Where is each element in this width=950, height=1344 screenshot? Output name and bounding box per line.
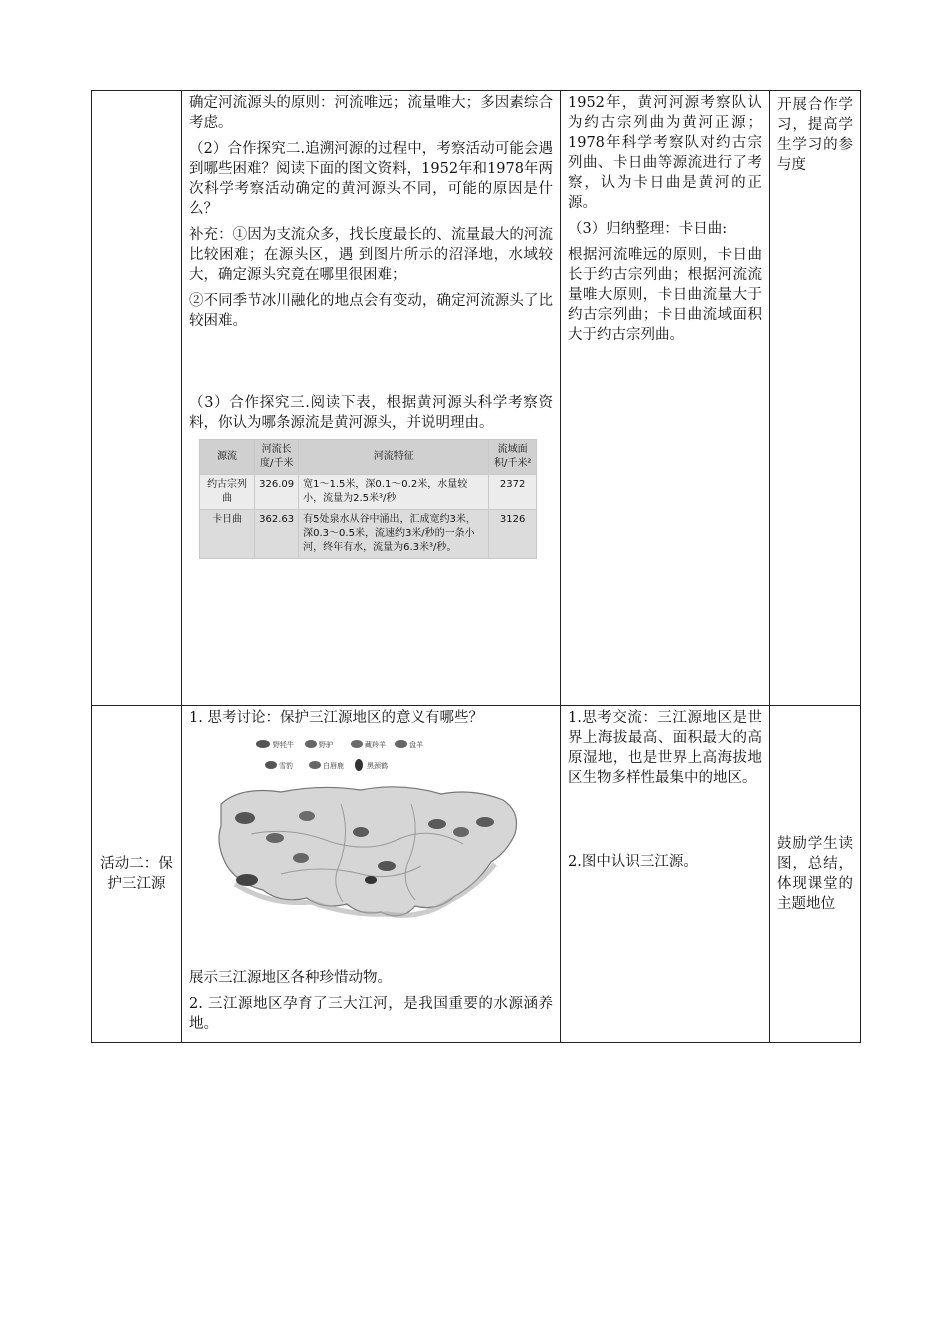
cell-features: 有5处泉水从谷中涌出，汇成宽约3米，深0.3～0.5米，流速约3米/秒的一条小河，终年有水，流量为6.3米³/秒。 (299, 510, 489, 559)
legend-label: 野牦牛 (273, 741, 294, 749)
cell-features: 宽1～1.5米，深0.1～0.2米，水量较小，流量为2.5米³/秒 (299, 475, 489, 510)
animal-icon (293, 853, 309, 863)
legend-label: 黑颈鹤 (367, 762, 388, 770)
source-table-header (200, 440, 537, 475)
exchange-text: 1.思考交流：三江源地区是世界上海拔最高、面积最大的高原湿地，也是世界上高海拔地区生物多样性最集中的地区。 (568, 710, 762, 786)
source-data-table (199, 439, 537, 559)
teacher-activity-cell (182, 91, 561, 706)
map-reading-text: 2.图中认识三江源。 (568, 854, 698, 870)
header-features: 河流特征 (299, 440, 489, 475)
supplement-text-2: ②不同季节冰川融化的地点会有变动，确定河流源头了比较困难。 (189, 293, 553, 329)
legend-label: 雪豹 (279, 762, 293, 770)
header-area: 流域面积/千米² (489, 440, 537, 475)
cell-area: 3126 (489, 510, 537, 559)
rivers-text: 2. 三江源地区孕育了三大江河，是我国重要的水源涵养地。 (189, 996, 553, 1032)
legend-icon (355, 759, 363, 771)
summary-title: （3）归纳整理：卡日曲: (568, 221, 728, 237)
design-intent-cell (770, 91, 861, 706)
animal-icon (235, 812, 255, 824)
legend-icon (351, 740, 363, 748)
header-length: 河流长度/千米 (255, 440, 299, 475)
legend-label: 盘羊 (409, 741, 423, 749)
legend-icon (309, 761, 321, 769)
expedition-text: 1952年，黄河河源考察队认为约古宗列曲为黄河正源；1978年科学考察队对约古宗列曲、卡日曲等源流进行了考察，认为卡日曲是黄河的正源。 (568, 95, 762, 211)
animal-icon (476, 817, 494, 827)
sanjiangyuan-map (211, 734, 531, 934)
legend-label: 野驴 (319, 741, 333, 749)
activity-cell (92, 91, 182, 706)
activity-title: 活动二：保护三江源 (100, 856, 173, 892)
legend-label: 白唇鹿 (323, 762, 344, 770)
cell-source: 约古宗列曲 (200, 475, 255, 510)
table-row (200, 475, 537, 510)
table-row (92, 706, 861, 1043)
animal-icon (353, 827, 369, 837)
summary-text: 根据河流唯远的原则，卡日曲长于约古宗列曲；根据河流流量唯大原则，卡日曲流量大于约古宗列曲；卡日曲流域面积大于约古宗列曲。 (568, 247, 762, 343)
animals-text: 展示三江源地区各种珍惜动物。 (189, 970, 392, 986)
animal-icon (299, 811, 315, 821)
student-activity-cell (561, 706, 770, 1043)
table-row (200, 510, 537, 559)
cell-length: 326.09 (255, 475, 299, 510)
map-svg (211, 734, 531, 934)
animal-icon (453, 827, 469, 837)
animal-icon (378, 861, 396, 871)
legend-label: 藏羚羊 (365, 741, 386, 749)
cell-length: 362.63 (255, 510, 299, 559)
design-intent-text: 开展合作学习，提高学生学习的参与度 (777, 97, 853, 173)
legend-icon (256, 740, 270, 748)
design-intent-cell (770, 706, 861, 1043)
student-activity-cell (561, 91, 770, 706)
cell-area: 2372 (489, 475, 537, 510)
blank-space (189, 337, 553, 393)
teacher-activity-cell (182, 706, 561, 1043)
lesson-plan-table (91, 90, 861, 1043)
animal-icon (365, 876, 377, 884)
principle-text: 确定河流源头的原则：河流唯远；流量唯大；多因素综合考虑。 (189, 95, 553, 131)
activity-cell (92, 706, 182, 1043)
header-source: 源流 (200, 440, 255, 475)
blank-space (568, 794, 762, 852)
inquiry-three-text: （3）合作探究三.阅读下表，根据黄河源头科学考察资料，你认为哪条源流是黄河源头，并说明理由。 (189, 395, 553, 431)
cell-source: 卡日曲 (200, 510, 255, 559)
supplement-text: 补充：①因为支流众多，找长度最长的、流量最大的河流比较困难；在源头区，遇 到图片所示的沼泽地，水域较大，确定源头究竟在哪里很困难； (189, 227, 553, 283)
table-row (92, 91, 861, 706)
animal-icon (428, 819, 446, 829)
inquiry-two-text: （2）合作探究二.追溯河源的过程中，考察活动可能会遇到哪些困难？阅读下面的图文资料，1952年和1978年两次科学考察活动确定的黄河源头不同，可能的原因是什么？ (189, 141, 553, 217)
legend-icon (305, 740, 317, 748)
discussion-text: 1. 思考讨论：保护三江源地区的意义有哪些？ (189, 710, 483, 726)
legend-icon (395, 740, 407, 748)
animal-icon (236, 874, 258, 886)
animal-icon (266, 833, 284, 843)
legend-icon (265, 761, 277, 769)
design-intent-text: 鼓励学生读图，总结，体现课堂的主题地位 (777, 836, 853, 912)
